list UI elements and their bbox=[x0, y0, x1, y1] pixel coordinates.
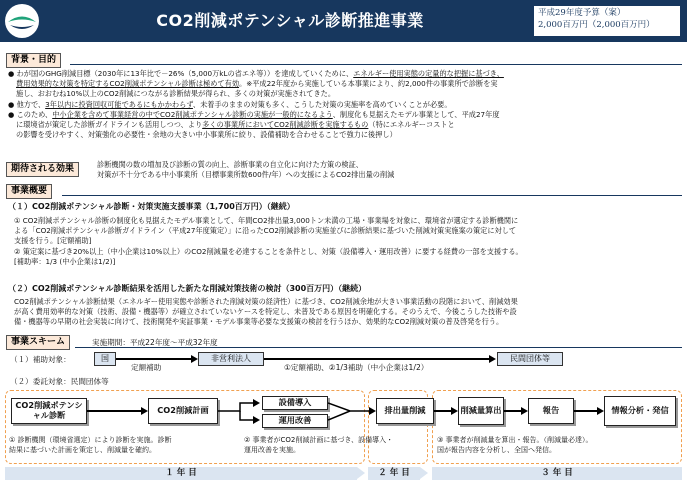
flow-note-2: ② 事業者がCO2削減計画に基づき、設備導入・ 運用改善を実施。 bbox=[244, 436, 394, 454]
flow-arrow-4 bbox=[574, 410, 598, 412]
year-2-label: ２ 年 目 bbox=[378, 468, 410, 479]
scheme-item-2: （２）委託対象：民間団体等 bbox=[10, 377, 109, 386]
budget-box bbox=[533, 5, 681, 37]
effect-text: 診断機関の数の増加及び診断の質の向上、診断事業の自立化に向けた方策の検証、 対策が不十分である中小事業所（目標事業所数600件/年）への支援によるCO2排出量の削減 bbox=[97, 160, 395, 180]
flow-note-3: ③ 事業者が削減量を算出・報告。（削減量必達）。 国が報告内容を分析し、全国へ発信。 bbox=[437, 436, 593, 454]
header-bar bbox=[0, 0, 687, 42]
flow-merge-arrows bbox=[328, 399, 376, 425]
arrowhead-npo-minkan bbox=[489, 355, 496, 363]
arrow-npo-minkan bbox=[264, 358, 490, 360]
flow-step-operations: 運用改善 bbox=[262, 414, 328, 428]
flow-arrow-1 bbox=[87, 410, 142, 412]
overview-rule bbox=[62, 195, 682, 196]
flow-arrowhead-2 bbox=[451, 407, 458, 415]
scheme-label: 事業スキーム bbox=[6, 335, 70, 350]
background-rule bbox=[70, 64, 682, 65]
flow-arrowhead-1 bbox=[141, 407, 148, 415]
flow-arrow-2 bbox=[434, 410, 452, 412]
overview-section-2-text: CO2削減ポテンシャル診断結果（エネルギー使用実態や診断された削減対策の経済性）に基づき、CO2削減余地が大きい事業活動の段階において、削減効果 が高く費用効率的な対策（技術、設備・機器等）が確立されていないケースを特定し、未普及である原因を明確化する。そのうえで、今後こうした技術や設 備・機器等の早期の社会実装に向けて、技術開発や実証事業・モデル事業等必要な支援策の検討を行うほか、効果的なCO2削減対策の普及啓発を行う。 bbox=[14, 297, 518, 327]
flow-step-equipment: 設備導入 bbox=[262, 396, 328, 410]
background-text: ● わが国のGHG削減目標（2030年に13年比で－26%（5,000万kLの省エネ等））を達成していくために、エネルギー使用実態の定量的な把握に基づき、 費用効果的な対策を特定するCO2削減ポテンシャル診断は極めて有効。※平成22年度から実施している本事業により、約2,000件の事業所で診断を実 施し、おおむね10%以上のCO2削減につながる診断結果が得られ、多くの対策が実施されてきた。 ● 他方で、3年以内に投資回収可能であるにもかかわらず、未着手のままの対策も多く、こうした対策の実施率を高めていくことが必要。 ● このため、中小企業を含めて事業経営の中でCO2削減ポテンシャル診断の実施が一般的になるよう、制度化も見据えたモデル事業として、平成27年度 に環境省が策定した診断ガイドラインも活用しつつ、より多くの事業所においてCO2削減診断を実施するもの（特にエネルギーコストと の影響を受けやすく、対策強化の必要性・余地の大きい中小事業所に絞り、設備補助を合わせることで強力に後押し） bbox=[8, 69, 684, 141]
flow-step-report: 報告 bbox=[528, 398, 574, 424]
node-kuni: 国 bbox=[94, 352, 116, 366]
year-1-arrow bbox=[357, 467, 365, 479]
flow-step-amount: 削減量算出 bbox=[458, 397, 504, 425]
flow-step-diagnosis: CO2削減ポテンシャル診断 bbox=[11, 398, 87, 424]
flow-arrowhead-3 bbox=[521, 407, 528, 415]
overview-label: 事業概要 bbox=[6, 184, 52, 199]
overview-section-1-title: （１）CO2削減ポテンシャル診断・対策実施支援事業（1,700百万円）（継続） bbox=[8, 202, 295, 211]
flow-step-reduction: 排出量削減 bbox=[376, 398, 434, 424]
page-title: CO2削減ポテンシャル診断推進事業 bbox=[156, 11, 424, 30]
budget-line-2: 2,000百万円（2,000百万円） bbox=[538, 19, 655, 30]
year-2-arrow bbox=[420, 467, 428, 479]
arrow-kuni-npo bbox=[116, 358, 192, 360]
ministry-logo-icon bbox=[4, 3, 40, 39]
background-bullet-1: ● わが国のGHG削減目標（2030年に13年比で－26%（5,000万kLの省エネ等））を達成していくために、エネルギー使用実態の定量的な把握に基づき、 bbox=[8, 69, 504, 78]
flow-arrow-3 bbox=[504, 410, 522, 412]
flow-note-1: ① 診断機関（環境省選定）により診断を実施。診断 結果に基づいた計画を策定し、削減量を確約。 bbox=[9, 436, 172, 454]
scheme-rule bbox=[75, 347, 682, 348]
budget-line-1: 平成29年度予算（案） bbox=[538, 8, 626, 18]
flow-branch-arrows bbox=[218, 399, 260, 425]
overview-section-2-title: （２）CO2削減ポテンシャル診断結果を活用した新たな削減対策技術の検討（300百万円）（継続） bbox=[8, 284, 367, 293]
arrowhead-kuni-npo bbox=[191, 355, 198, 363]
year-1-label: １ 年 目 bbox=[165, 468, 197, 479]
effect-label: 期待される効果 bbox=[6, 162, 79, 177]
arrow-label-subsidy: ①定額補助、②1/3補助（中小企業は1/2） bbox=[284, 363, 429, 372]
node-minkan: 民間団体等 bbox=[497, 352, 563, 366]
flow-step-analysis: 情報分析・発信 bbox=[604, 396, 676, 426]
background-label: 背景・目的 bbox=[6, 53, 61, 68]
scheme-period: 実施期間：平成22年度～平成32年度 bbox=[92, 338, 218, 347]
arrow-label-fixed: 定額補助 bbox=[131, 363, 162, 372]
background-bullet-2: ● 他方で、3年以内に投資回収可能であるにもかかわらず、未着手のままの対策も多く、こうした対策の実施率を高めていくことが必要。 bbox=[8, 99, 452, 109]
flow-arrowhead-4 bbox=[597, 407, 604, 415]
overview-section-1-text: ① CO2削減ポテンシャル診断の制度化も見据えたモデル事業として、年間CO2排出量3,000トン未満の工場・事業場を対象に、環境省が選定する診断機関に よる「CO2削減ポテンシャル診断ガイドライン（平成27年度策定）」に沿ったCO2削減診断の実施並びに診断結果に基づいた削減対策実施案の策定に対して 支援を行う。[定額補助] ② 策定案に基づき20%以上（中小企業は10%以上）のCO2削減量を必達することを条件とし、対策（設備導入・運用改善）に要する経費の一部を支援する。 [補助率：1/3 (中小企業は1/2)] bbox=[14, 216, 523, 266]
background-bullet-3: ● このため、中小企業を含めて事業経営の中でCO2削減ポテンシャル診断の実施が一般的になるよう、制度化も見据えたモデル事業として、平成27年度 bbox=[8, 109, 500, 119]
scheme-item-1: （１）補助対象： bbox=[10, 355, 71, 364]
year-3-label: ３ 年 目 bbox=[541, 468, 573, 479]
node-npo: 非営利法人 bbox=[198, 352, 264, 366]
flow-step-plan: CO2削減計画 bbox=[148, 398, 218, 424]
